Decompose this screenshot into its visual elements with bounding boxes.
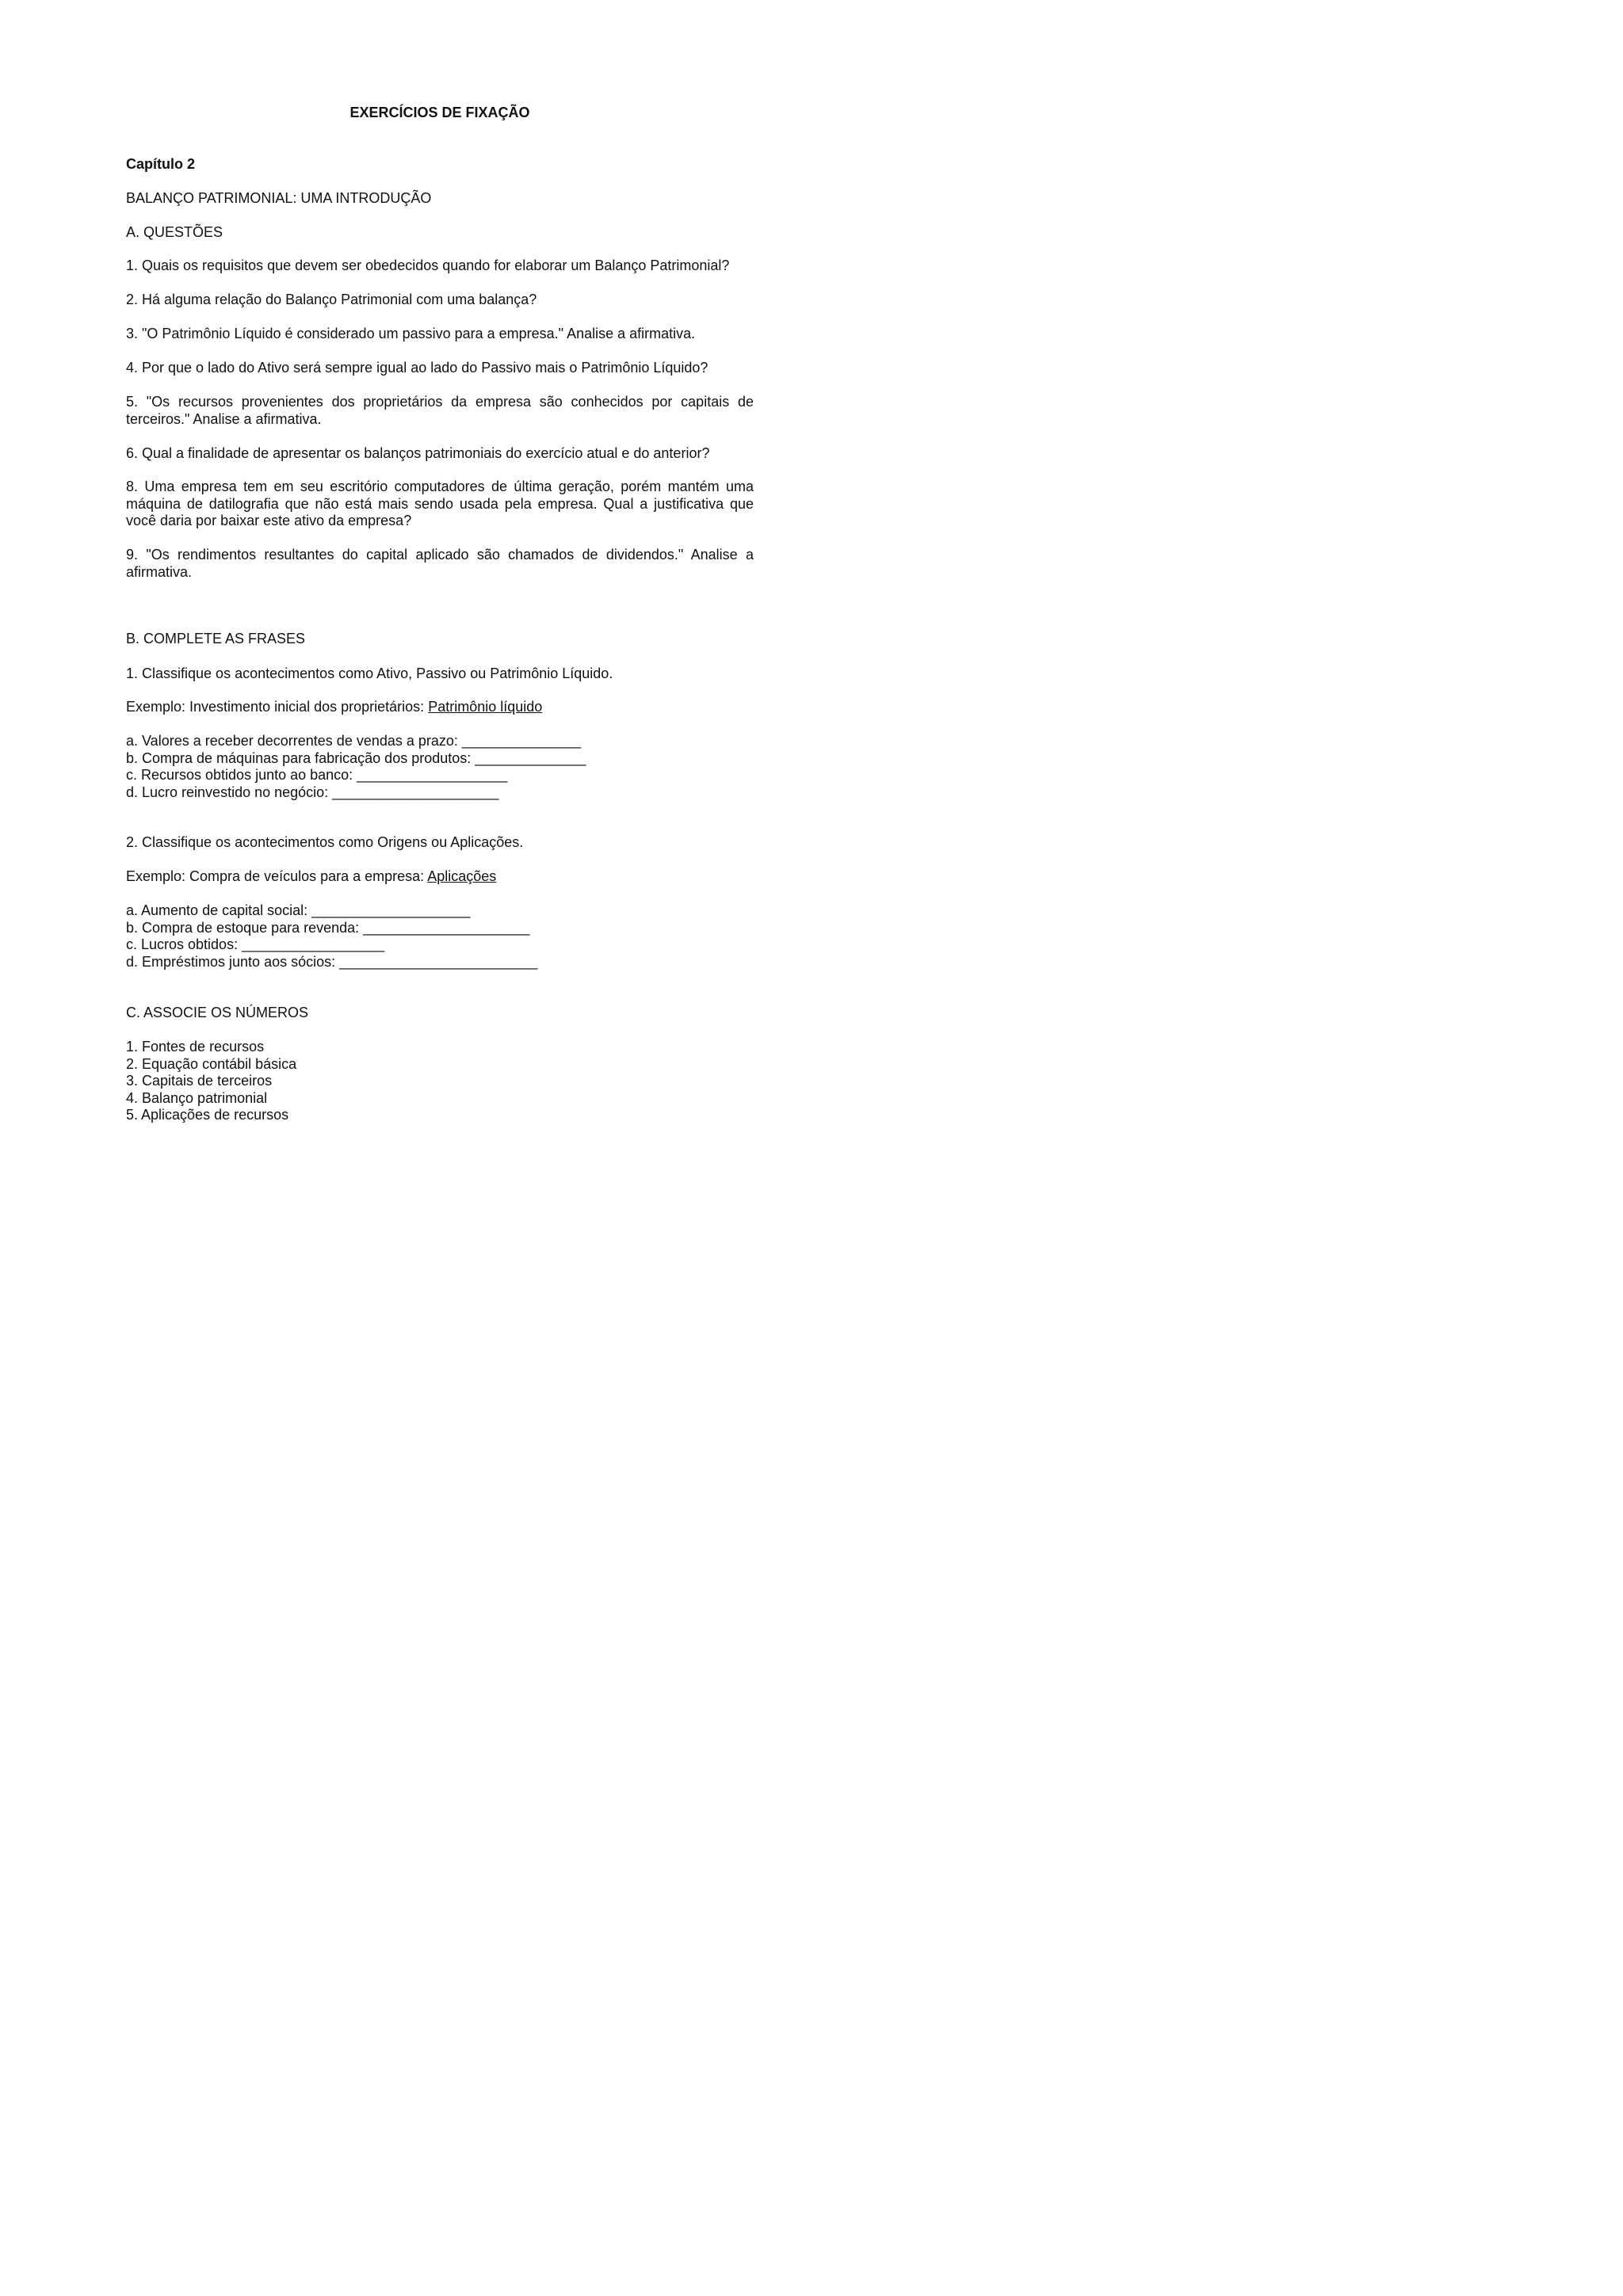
- list-item: 5. Aplicações de recursos: [126, 1107, 289, 1123]
- list-item: d. Lucro reinvestido no negócio: _____________________: [126, 784, 499, 800]
- section-b-q2-prompt: 2. Classifique os acontecimentos como Origens ou Aplicações.: [126, 834, 524, 850]
- question-9: 9. "Os rendimentos resultantes do capital aplicado são chamados de dividendos." Analise a afirmativa.: [126, 547, 754, 580]
- section-c-heading: C. ASSOCIE OS NÚMEROS: [126, 1005, 309, 1020]
- list-item: a. Valores a receber decorrentes de vendas a prazo: _______________: [126, 733, 582, 749]
- section-a-heading: A. QUESTÕES: [126, 224, 223, 240]
- section-b-q2-items: [126, 902, 754, 971]
- list-item: b. Compra de máquinas para fabricação dos produtos: ______________: [126, 749, 586, 766]
- list-item: 4. Balanço patrimonial: [126, 1089, 268, 1106]
- question-6: 6. Qual a finalidade de apresentar os balanços patrimoniais do exercício atual e do anterior?: [126, 445, 710, 461]
- example-answer: Patrimônio líquido: [428, 699, 543, 715]
- section-b-q2-example: [126, 868, 754, 886]
- section-b-q1-prompt: 1. Classifique os acontecimentos como Ativo, Passivo ou Patrimônio Líquido.: [126, 666, 613, 681]
- question-8: 8. Uma empresa tem em seu escritório computadores de última geração, porém mantém uma máquina de datilografia que não está mais sendo usada pela empresa. Qual a justificativa que você daria por baixar este ativo da empresa?: [126, 479, 754, 528]
- list-item: 2. Equação contábil básica: [126, 1055, 297, 1072]
- question-2: 2. Há alguma relação do Balanço Patrimonial com uma balança?: [126, 292, 537, 307]
- chapter-heading: Capítulo 2: [126, 156, 196, 172]
- list-item: a. Aumento de capital social: ____________________: [126, 902, 471, 918]
- list-item: d. Empréstimos junto aos sócios: _________________________: [126, 953, 538, 970]
- example-answer: Aplicações: [427, 868, 497, 884]
- example-label: Exemplo: Investimento inicial dos proprietários:: [126, 699, 429, 715]
- list-item: 3. Capitais de terceiros: [126, 1073, 273, 1089]
- question-3: 3. "O Patrimônio Líquido é considerado um passivo para a empresa." Analise a afirmativa.: [126, 326, 696, 341]
- list-item: b. Compra de estoque para revenda: _____________________: [126, 919, 530, 936]
- list-item: 1. Fontes de recursos: [126, 1039, 265, 1055]
- list-item: c. Recursos obtidos junto ao banco: ___________________: [126, 767, 508, 783]
- section-b-q1-example: [126, 699, 754, 716]
- section-b-heading: B. COMPLETE AS FRASES: [126, 631, 306, 646]
- document-title: EXERCÍCIOS DE FIXAÇÃO: [349, 105, 530, 120]
- question-5: 5. "Os recursos provenientes dos proprietários da empresa são conhecidos por capitais de terceiros." Analise a afirmativa.: [126, 394, 754, 427]
- list-item: c. Lucros obtidos: __________________: [126, 936, 385, 952]
- question-1: 1. Quais os requisitos que devem ser obedecidos quando for elaborar um Balanço Patrimonial?: [126, 257, 730, 273]
- example-label: Exemplo: Compra de veículos para a empresa:: [126, 868, 428, 884]
- section-b-q1-items: [126, 733, 754, 801]
- section-c-items: [126, 1039, 754, 1124]
- question-4: 4. Por que o lado do Ativo será sempre igual ao lado do Passivo mais o Patrimônio Líquido?: [126, 360, 708, 376]
- subject-heading: BALANÇO PATRIMONIAL: UMA INTRODUÇÃO: [126, 190, 432, 206]
